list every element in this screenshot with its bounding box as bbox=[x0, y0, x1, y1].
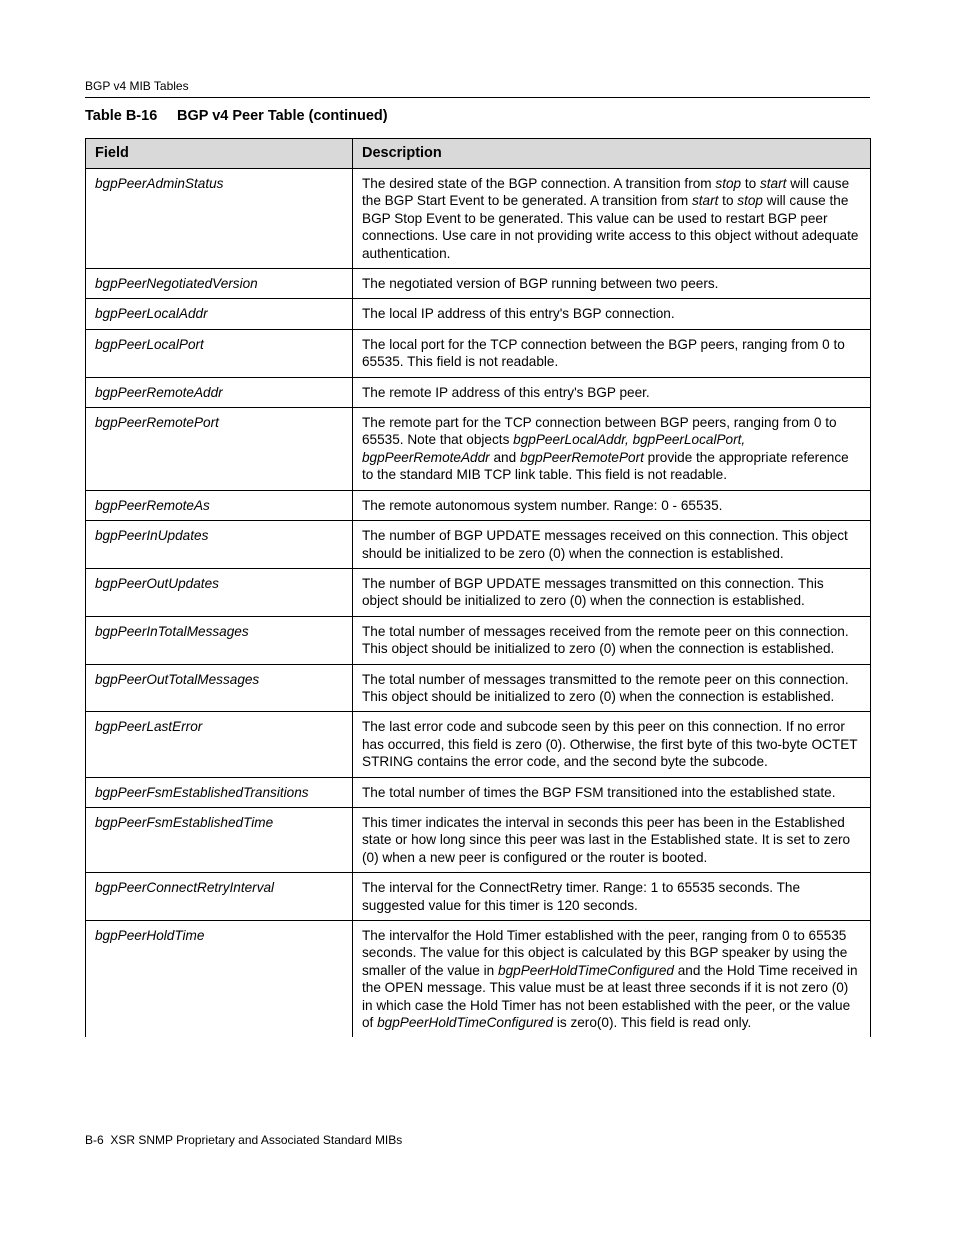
description-text: The local IP address of this entry's BGP connection. bbox=[362, 306, 675, 322]
description-cell bbox=[353, 777, 871, 807]
document-title: XSR SNMP Proprietary and Associated Standard MIBs bbox=[110, 1133, 403, 1147]
description-italic-term: bgpPeerLocalAddr, bgpPeerLocalPort, bgpPeerRemoteAddr bbox=[362, 432, 746, 465]
description-text: The total number of messages received from the remote peer on this connection. This object should be initialized to zero (0) when the connection is established. bbox=[362, 623, 849, 657]
table-row bbox=[86, 616, 871, 664]
field-name-cell: bgpPeerInTotalMessages bbox=[86, 616, 353, 664]
description-text: The local port for the TCP connection between the BGP peers, ranging from 0 to 65535. This field is not readable. bbox=[362, 336, 845, 370]
description-text: The intervalfor the Hold Timer established with the peer, ranging from 0 to 65535 seconds. The value for this object is calculated by this BGP speaker by using the smaller of the value in bbox=[362, 928, 848, 978]
table-row bbox=[86, 777, 871, 807]
table-row bbox=[86, 921, 871, 1038]
column-header-description: Description bbox=[353, 139, 871, 169]
table-row bbox=[86, 269, 871, 299]
table-caption bbox=[85, 108, 388, 124]
description-cell bbox=[353, 568, 871, 616]
description-cell bbox=[353, 299, 871, 329]
description-italic-term: start bbox=[759, 176, 787, 191]
header-divider bbox=[85, 97, 870, 98]
field-name-cell: bgpPeerOutUpdates bbox=[86, 568, 353, 616]
table-row bbox=[86, 329, 871, 377]
description-text: The remote IP address of this entry's BGP peer. bbox=[362, 384, 650, 400]
description-text: will cause the BGP Start Event to be generated. A transition from bbox=[362, 176, 850, 209]
description-italic-term: bgpPeerHoldTimeConfigured bbox=[377, 1015, 554, 1031]
description-text: The negotiated version of BGP running between two peers. bbox=[362, 276, 719, 292]
table-row bbox=[86, 299, 871, 329]
description-cell bbox=[353, 490, 871, 520]
description-text: to bbox=[741, 176, 760, 191]
page-number: B-6 bbox=[85, 1133, 104, 1147]
table-row bbox=[86, 169, 871, 269]
field-name-cell: bgpPeerConnectRetryInterval bbox=[86, 873, 353, 921]
description-text: is zero(0). This field is read only. bbox=[553, 1015, 752, 1031]
description-cell bbox=[353, 329, 871, 377]
table-row bbox=[86, 408, 871, 491]
field-name-cell: bgpPeerRemoteAddr bbox=[86, 377, 353, 407]
bgp-peer-table bbox=[85, 138, 871, 1037]
description-cell bbox=[353, 807, 871, 872]
description-cell bbox=[353, 873, 871, 921]
description-text: The interval for the ConnectRetry timer. Range: 1 to 65535 seconds. The suggested value for this timer is 120 seconds. bbox=[362, 880, 801, 913]
field-name-cell: bgpPeerAdminStatus bbox=[86, 169, 353, 269]
description-text: The total number of messages transmitted to the remote peer on this connection. This object should be initialized to zero (0) when the connection is established. bbox=[362, 671, 849, 704]
description-text: The total number of times the BGP FSM transitioned into the established state. bbox=[362, 784, 836, 800]
column-header-field: Field bbox=[86, 139, 353, 169]
table-title: BGP v4 Peer Table (continued) bbox=[177, 108, 388, 124]
description-italic-term: bgpPeerRemotePort bbox=[519, 449, 644, 465]
field-name-cell: bgpPeerRemotePort bbox=[86, 408, 353, 491]
description-text: The desired state of the BGP connection. A transition from bbox=[362, 176, 716, 191]
description-text: and bbox=[489, 449, 520, 465]
field-name-cell: bgpPeerHoldTime bbox=[86, 921, 353, 1038]
table-row bbox=[86, 664, 871, 712]
description-italic-term: stop bbox=[737, 193, 763, 209]
table-row bbox=[86, 712, 871, 777]
description-text: provide the appropriate reference to the standard MIB TCP link table. This field is not readable. bbox=[362, 449, 849, 483]
table-row bbox=[86, 490, 871, 520]
description-text: to bbox=[718, 193, 738, 209]
description-cell bbox=[353, 169, 871, 269]
running-footer bbox=[85, 1133, 402, 1147]
description-cell bbox=[353, 377, 871, 407]
description-cell bbox=[353, 408, 871, 491]
description-cell bbox=[353, 269, 871, 299]
field-name-cell: bgpPeerFsmEstablishedTime bbox=[86, 807, 353, 872]
table-body bbox=[86, 169, 871, 1038]
table-row bbox=[86, 377, 871, 407]
field-name-cell: bgpPeerLastError bbox=[86, 712, 353, 777]
description-cell bbox=[353, 921, 871, 1038]
field-name-cell: bgpPeerOutTotalMessages bbox=[86, 664, 353, 712]
table-row bbox=[86, 568, 871, 616]
field-name-cell: bgpPeerInUpdates bbox=[86, 521, 353, 569]
description-text: The remote autonomous system number. Range: 0 - 65535. bbox=[362, 497, 723, 513]
description-text: The number of BGP UPDATE messages transmitted on this connection. This object should be initialized to zero (0) when the connection is established. bbox=[362, 575, 824, 609]
table-row bbox=[86, 521, 871, 569]
field-name-cell: bgpPeerLocalAddr bbox=[86, 299, 353, 329]
description-text: and the Hold Time received in the OPEN message. This value must be at least three seconds if it is not zero (0) in which case the Hold Timer has not been established with the peer, or the value of bbox=[362, 962, 858, 1031]
field-name-cell: bgpPeerNegotiatedVersion bbox=[86, 269, 353, 299]
description-cell bbox=[353, 521, 871, 569]
table-number: Table B-16 bbox=[85, 108, 158, 124]
field-name-cell: bgpPeerFsmEstablishedTransitions bbox=[86, 777, 353, 807]
table-header-row bbox=[86, 139, 871, 169]
description-cell bbox=[353, 712, 871, 777]
description-cell bbox=[353, 616, 871, 664]
description-italic-term: bgpPeerHoldTimeConfigured bbox=[498, 962, 674, 978]
description-italic-term: start bbox=[691, 193, 719, 209]
field-name-cell: bgpPeerLocalPort bbox=[86, 329, 353, 377]
description-text: The number of BGP UPDATE messages received on this connection. This object should be initialized to be zero (0) when the connection is established. bbox=[362, 528, 848, 561]
table-row bbox=[86, 873, 871, 921]
description-text: This timer indicates the interval in seconds this peer has been in the Established state or how long since this peer was last in the Established state. It is set to zero (0) when a new peer is configured or the router is booted. bbox=[362, 814, 851, 865]
description-cell bbox=[353, 664, 871, 712]
running-header: BGP v4 MIB Tables bbox=[85, 79, 189, 93]
field-name-cell: bgpPeerRemoteAs bbox=[86, 490, 353, 520]
table-row bbox=[86, 807, 871, 872]
description-text: The remote part for the TCP connection between BGP peers, ranging from 0 to 65535. Note that objects bbox=[362, 415, 837, 448]
description-text: The last error code and subcode seen by this peer on this connection. If no error has occurred, this field is zero (0). Otherwise, the first byte of this two-byte OCTET STRING contains the error code, and the second byte the subcode. bbox=[362, 719, 858, 770]
description-italic-term: stop bbox=[715, 176, 742, 191]
description-text: will cause the BGP Stop Event to be generated. This value can be used to restart BGP peer connections. Use care in not providing write access to this object without adequate authentication. bbox=[362, 193, 859, 261]
